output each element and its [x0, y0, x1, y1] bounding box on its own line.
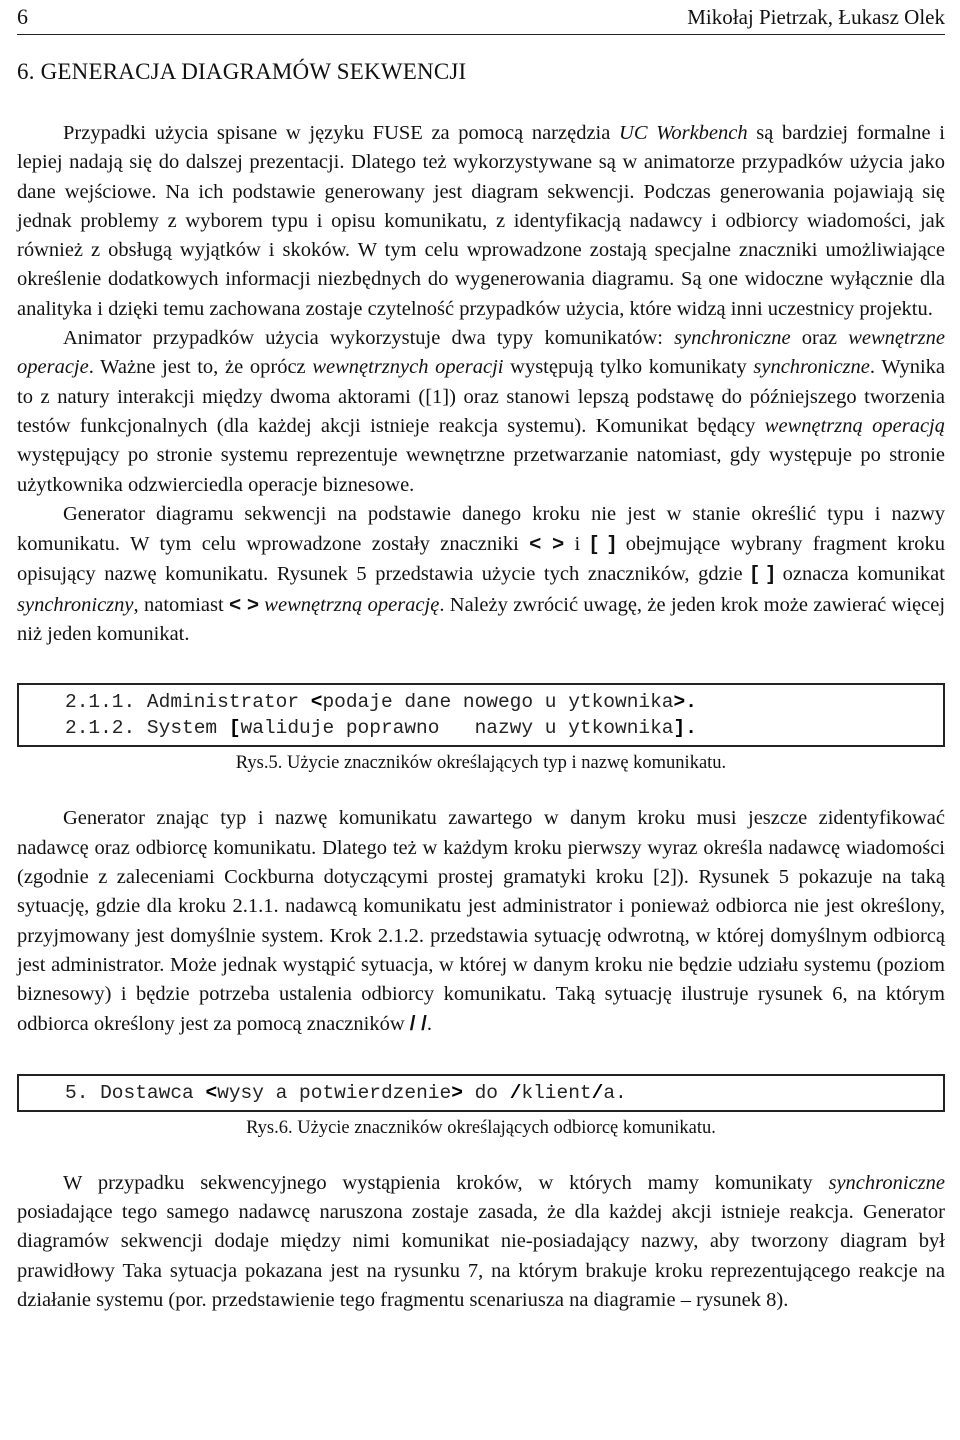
paragraph-4: Generator znając typ i nazwę komunikatu zawartego w danym kroku musi jeszcze zidentyfikować nadawcę oraz odbiorcę komunikatu. Dlatego też w każdym kroku pierwszy wyraz określa nadawcę wiadomości (zgodnie z zaleceniami Cockburna dotyczącymi prostej gramatyki kroku [2]). Rysunek 5 pokazuje na taką sytuację, gdzie dla kroku 2.1.1. nadawcą komunikatu jest administrator i ponieważ odbiorca nie jest określony, przyjmowany jest domyślnie system. Krok 2.1.2. przedstawia sytuację odwrotną, w której domyślnym odbiorcą jest administrator. Może jednak wystąpić sytuacja, w której w danym kroku nie będzie udziału systemu (poziom biznesowy) i będzie potrzeba ustalenia odbiorcy komunikatu. Taką sytuację ilustruje rysunek 6, na którym odbiorca określony jest za pomocą znaczników / /.	[17, 807, 945, 1036]
paragraph-2: Animator przypadków użycia wykorzystuje dwa typy komunikatów: synchroniczne oraz wewnętrzne operacje. Ważne jest to, że oprócz wewnętrznych operacji występują tylko komunikaty synchroniczne. Wynika to z natury interakcji między dwoma aktorami ([1]) oraz stanowi lepszą podstawę do późniejszego tworzenia testów funkcjonalnych (dla każdej akcji istnieje reakcja systemu). Komunikat będący wewnętrzną operacją występujący po stronie systemu reprezentuje wewnętrzne przetwarzanie natomiast, gdy występuje po stronie użytkownika odzwierciedla operacje biznesowe.	[17, 327, 945, 496]
code-line-2-1-2: 2.1.2. System [waliduje poprawno nazwy u ytkownika].	[65, 717, 697, 740]
paragraph-1: Przypadki użycia spisane w języku FUSE za pomocą narzędzia UC Workbench są bardziej formalne i lepiej nadają się do dalszej prezentacji. Dlatego też wykorzystywane są w animatorze przypadków użycia jako dane wejściowe. Na ich podstawie generowany jest diagram sekwencji. Podczas generowania pojawiają się jednak problemy z wyborem typu i opisu komunikatu, z identyfikacją nadawcy i odbiorcy wiadomości, jak również z obsługą wyjątków i skoków. W tym celu wprowadzone zostają specjalne znaczniki umożliwiające określenie dodatkowych informacji niezbędnych do wygenerowania diagramu. Są one widoczne wyłącznie dla analityka i dzięki temu zachowana zostaje czytelność przypadków użycia, które widzą inni uczestnicy projektu.	[17, 122, 946, 320]
running-header	[17, 0, 945, 35]
figure-6-caption: Rys.6. Użycie znaczników określających odbiorcę komunikatu.	[246, 1117, 716, 1138]
document-page	[17, 0, 945, 1315]
uc-workbench-term: UC Workbench	[619, 122, 748, 144]
figure-5-caption: Rys.5. Użycie znaczników określających typ i nazwę komunikatu.	[235, 753, 727, 774]
header-authors: Mikołaj Pietrzak, Łukasz Olek	[687, 5, 945, 29]
paragraph-3: Generator diagramu sekwencji na podstawie danego kroku nie jest w stanie określić typu i nazwy komunikatu. W tym celu wprowadzone zostały znaczniki < > i [ ] obejmujące wybrany fragment kroku opisujący nazwę komunikatu. Rysunek 5 przedstawia użycie tych znaczników, gdzie [ ] oznacza komunikat synchroniczny, natomiast < > wewnętrzną operację. Należy zwrócić uwagę, że jeden krok może zawierać więcej niż jeden komunikat.	[17, 502, 946, 646]
page-number: 6	[17, 4, 28, 29]
paragraph-5: W przypadku sekwencyjnego wystąpienia kroków, w których mamy komunikaty synchroniczne posiadające tego samego nadawcę naruszona zostaje zasada, że dla każdej akcji istnieje reakcja. Generator diagramów sekwencji dodaje między nimi komunikat nie-posiadający nazwy, aby tworzony diagram był prawidłowy Taka sytuacja pokazana jest na rysunku 7, na którym brakuje kroku reprezentującego reakcje na działanie systemu (por. przedstawienie tego fragmentu scenariusza na diagramie – rysunek 8).	[17, 1171, 945, 1311]
code-line-5: 5. Dostawca <wysy a potwierdzenie> do /klient/a.	[65, 1081, 627, 1104]
figure-5-code-box	[17, 683, 945, 747]
section-title: 6. GENERACJA DIAGRAMÓW SEKWENCJI	[17, 59, 467, 84]
code-line-2-1-1: 2.1.1. Administrator <podaje dane nowego u ytkownika>.	[65, 691, 697, 714]
figure-6-code-box	[17, 1074, 945, 1112]
